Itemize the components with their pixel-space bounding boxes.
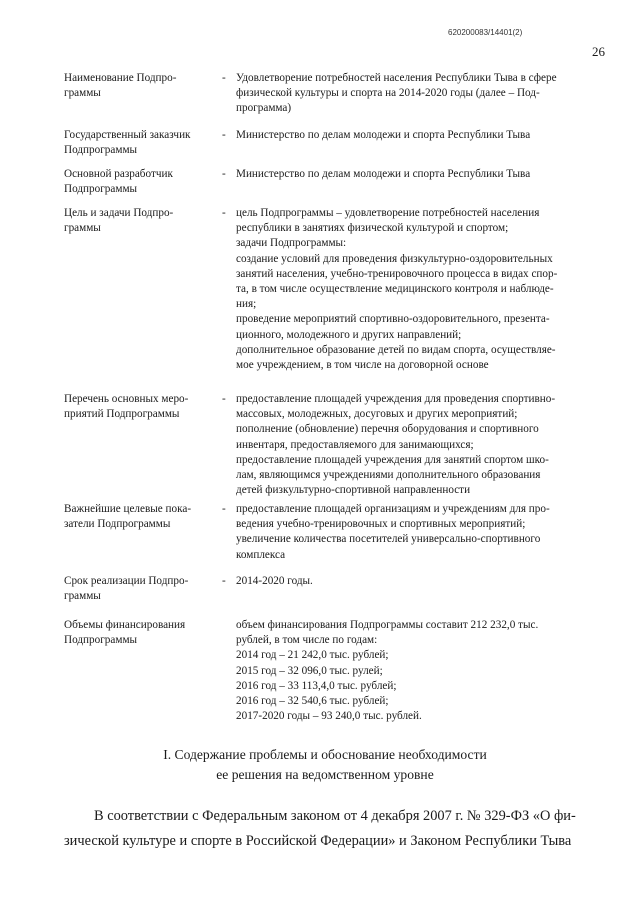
row-dash: - (222, 129, 226, 141)
row-label (64, 71, 214, 101)
label-line: Основной разработчик (64, 168, 173, 180)
value-line: программа) (236, 102, 292, 115)
heading-line: ее решения на ведомственном уровне (216, 767, 434, 782)
paragraph-line: зической культуре и спорте в Российской Федерации» и Законом Республики Тыва (64, 832, 572, 849)
value-line: Удовлетворение потребностей населения Республики Тыва в сфере (236, 72, 557, 84)
label-line: Государственный заказчик (64, 129, 191, 141)
label-line: приятий Подпрограммы (64, 408, 180, 421)
row-dash: - (222, 393, 226, 405)
label-line: Перечень основных меро- (64, 393, 189, 405)
row-dash: - (222, 72, 226, 84)
value-line: проведение мероприятий спортивно-оздоровительного, презента- (236, 313, 550, 326)
label-line: Цель и задачи Подпро- (64, 207, 174, 219)
row-value (236, 574, 608, 589)
label-line: Важнейшие целевые пока- (64, 503, 192, 515)
value-line: 2015 год – 32 096,0 тыс. рулей; (236, 664, 383, 677)
label-line: Объемы финансирования (64, 619, 186, 631)
label-line: Подпрограммы (64, 183, 138, 196)
value-line: физической культуры и спорта на 2014-2020 годы (далее – Под- (236, 87, 540, 100)
value-line: увеличение количества посетителей универсально-спортивного (236, 533, 541, 546)
row-label (64, 206, 214, 236)
row-label (64, 502, 214, 532)
value-line: Министерство по делам молодежи и спорта Республики Тыва (236, 168, 531, 180)
value-line: ния; (236, 298, 257, 311)
value-line: 2016 год – 33 113,4,0 тыс. рублей; (236, 679, 397, 692)
value-line: задачи Подпрограммы: (236, 237, 347, 250)
label-line: затели Подпрограммы (64, 518, 171, 531)
value-line: 2014-2020 годы. (236, 575, 313, 587)
row-value (236, 618, 608, 724)
row-value (236, 71, 608, 117)
paragraph-line: В соответствии с Федеральным законом от 4 декабря 2007 г. № 329-ФЗ «О фи- (94, 808, 576, 824)
value-line: предоставление площадей учреждения для занятий спортом шко- (236, 453, 549, 466)
row-value (236, 128, 608, 143)
row-value (236, 206, 608, 373)
value-line: 2016 год – 32 540,6 тыс. рублей; (236, 695, 389, 708)
value-line: предоставление площадей учреждения для проведения спортивно- (236, 393, 556, 405)
label-line: Подпрограммы (64, 144, 138, 157)
label-line: граммы (64, 87, 101, 100)
section-heading (90, 745, 560, 785)
value-line: ведения учебно-тренировочных и спортивных мероприятий; (236, 518, 526, 531)
value-line: Министерство по делам молодежи и спорта Республики Тыва (236, 129, 531, 141)
body-paragraph (64, 804, 609, 853)
value-line: массовых, молодежных, досуговых и других мероприятий; (236, 408, 518, 421)
row-dash: - (222, 168, 226, 180)
label-line: Срок реализации Подпро- (64, 575, 189, 587)
value-line: лам, являющимся учреждениями дополнительного образования (236, 469, 541, 482)
row-label (64, 392, 214, 422)
value-line: создание условий для проведения физкультурно-оздоровительных (236, 252, 553, 265)
row-value (236, 392, 608, 498)
doc-code: 620200083/14401(2) (448, 28, 523, 37)
row-dash: - (222, 575, 226, 587)
row-dash: - (222, 207, 226, 219)
value-line: республики в занятиях физической культурой и спортом; (236, 222, 509, 235)
label-line: граммы (64, 222, 101, 235)
value-line: пополнение (обновление) перечня оборудования и спортивного (236, 423, 539, 436)
value-line: объем финансирования Подпрограммы составит 212 232,0 тыс. (236, 619, 539, 631)
label-line: Подпрограммы (64, 634, 138, 647)
value-line: предоставление площадей организациям и учреждениям для про- (236, 503, 550, 515)
value-line: инвентаря, предоставляемого для занимающихся; (236, 438, 474, 451)
value-line: занятий населения, учебно-тренировочного процесса в видах спор- (236, 267, 558, 280)
value-line: комплекса (236, 548, 286, 561)
row-label (64, 167, 214, 197)
row-label (64, 574, 214, 604)
value-line: цель Подпрограммы – удовлетворение потребностей населения (236, 207, 540, 219)
row-value (236, 167, 608, 182)
value-line: та, в том числе осуществление медицинского контроля и наблюде- (236, 283, 554, 296)
row-value (236, 502, 608, 563)
value-line: ционного, молодежного и других направлений; (236, 328, 462, 341)
value-line: рублей, в том числе по годам: (236, 634, 378, 647)
value-line: дополнительное образование детей по видам спорта, осуществляе- (236, 343, 556, 356)
heading-line: I. Содержание проблемы и обоснование необходимости (163, 747, 487, 762)
value-line: детей физкультурно-спортивной направленности (236, 484, 471, 497)
value-line: 2017-2020 годы – 93 240,0 тыс. рублей. (236, 710, 422, 723)
value-line: 2014 год – 21 242,0 тыс. рублей; (236, 649, 389, 662)
label-line: граммы (64, 590, 101, 603)
row-label (64, 128, 214, 158)
row-label (64, 618, 214, 648)
row-dash: - (222, 503, 226, 515)
value-line: мое учреждением, в том числе на договорной основе (236, 359, 489, 372)
page-number: 26 (592, 44, 605, 59)
label-line: Наименование Подпро- (64, 72, 177, 84)
